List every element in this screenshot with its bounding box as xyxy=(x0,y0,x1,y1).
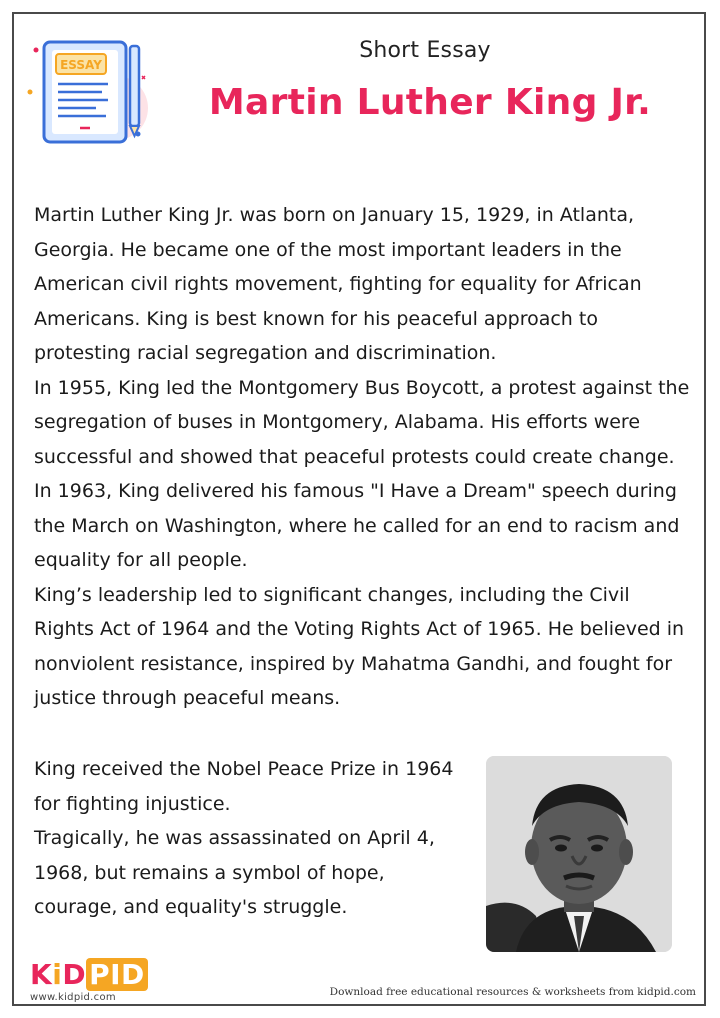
essay-document-icon xyxy=(26,36,156,148)
footer-note: Download free educational resources & worksheets from kidpid.com xyxy=(329,986,696,998)
essay-icon-label: ESSAY xyxy=(60,58,102,72)
kidpid-logo: KiD PID www.kidpid.com xyxy=(30,960,148,1003)
essay-paragraph: King’s leadership led to significant changes, including the Civil Rights Act of 1964 and the Voting Rights Act of 1965. He believed in nonviolent resistance, inspired by Mahatma Gandhi, and fought for justice through peaceful means. xyxy=(34,583,685,709)
essay-paragraph: Tragically, he was assassinated on April 4, 1968, but remains a symbol of hope, courage, and equality's struggle. xyxy=(34,827,435,918)
essay-body xyxy=(34,198,690,716)
essay-paragraph: In 1955, King led the Montgomery Bus Boycott, a protest against the segregation of buses in Montgomery, Alabama. His efforts were successful and showed that peaceful protests could create change. In 1963, King delivered his famous "I Have a Dream" speech during the March on Washington, where he called for an end to racism and equality for all people. xyxy=(34,376,690,571)
page-title: Martin Luther King Jr. xyxy=(208,82,652,123)
portrait-photo xyxy=(486,756,672,952)
essay-closing xyxy=(34,752,474,925)
logo-url: www.kidpid.com xyxy=(30,992,116,1003)
essay-paragraph: King received the Nobel Peace Prize in 1964 for fighting injustice. xyxy=(34,758,454,815)
page-subtitle: Short Essay xyxy=(359,38,491,63)
essay-paragraph: Martin Luther King Jr. was born on January 15, 1929, in Atlanta, Georgia. He became one of the most important leaders in the American civil rights movement, fighting for equality for African Americans. King is best known for his peaceful approach to protesting racial segregation and discrimination. xyxy=(34,204,642,364)
